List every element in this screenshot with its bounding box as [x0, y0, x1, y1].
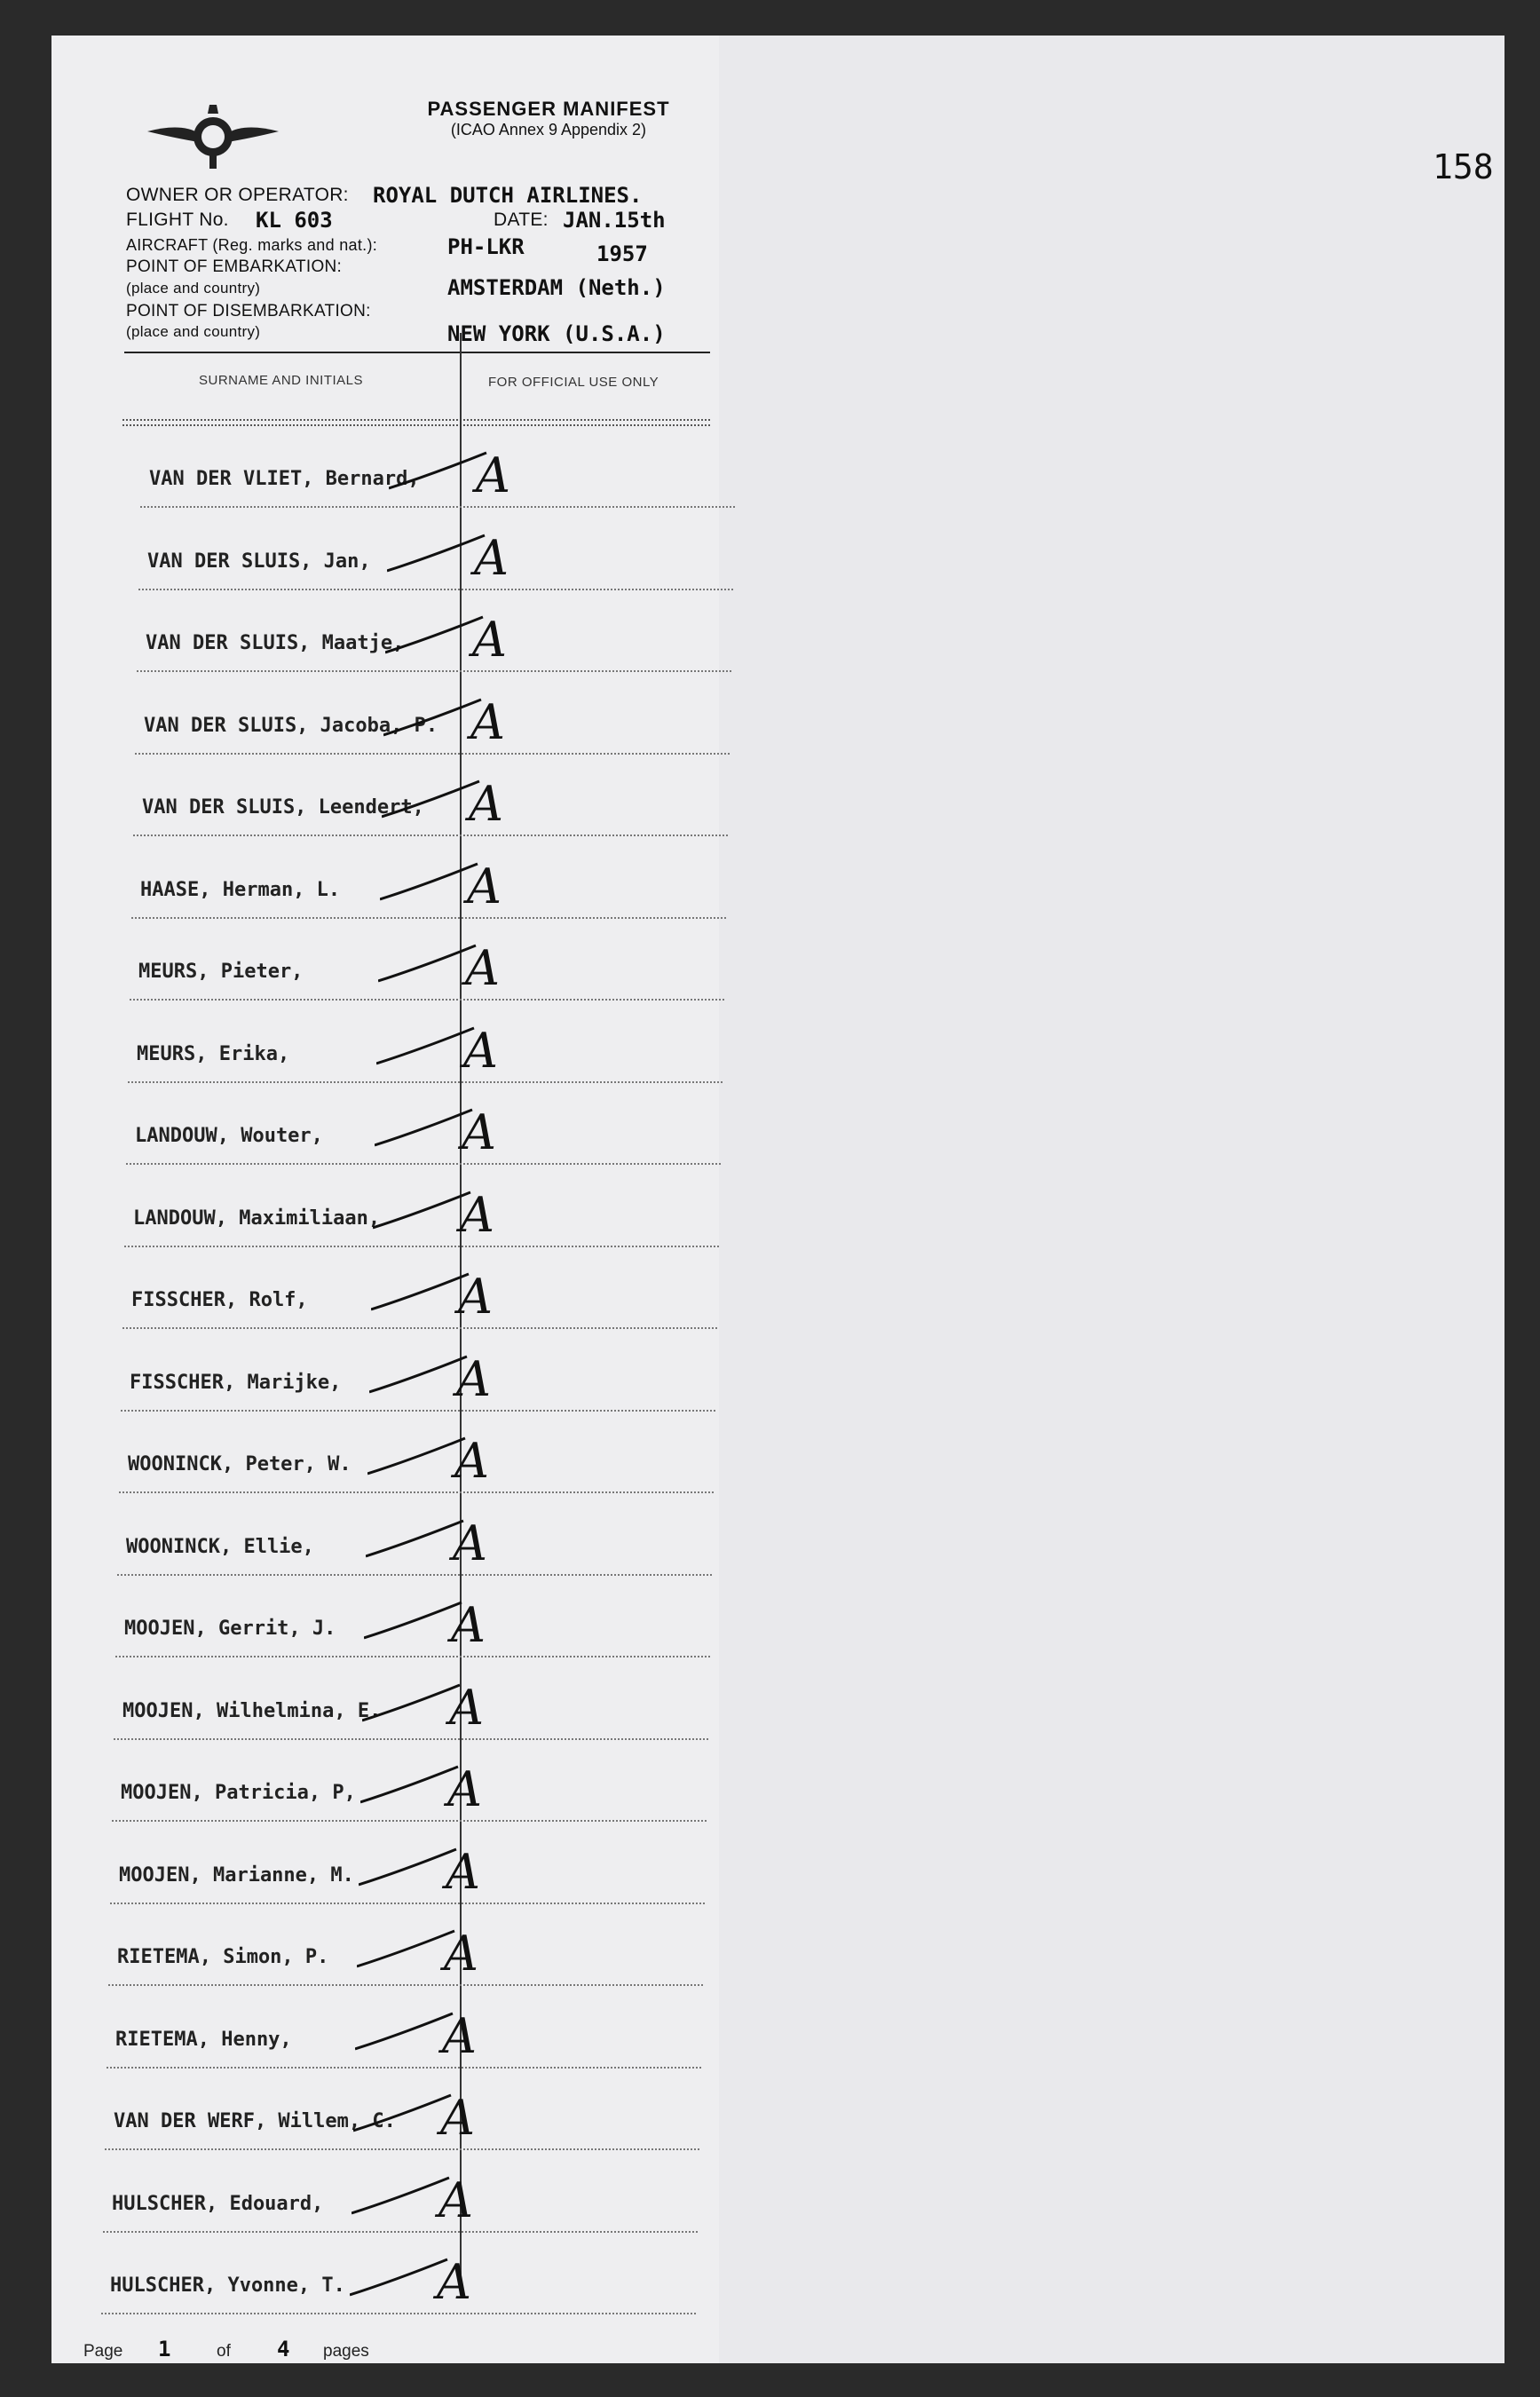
manifest-sheet [51, 36, 1504, 2363]
table-row [122, 426, 735, 508]
official-mark-letter: A [438, 2172, 473, 2228]
table-row [110, 1001, 723, 1083]
official-mark-icon [360, 1747, 538, 1818]
flight-label: FLIGHT No. [126, 210, 229, 230]
table-row [108, 1083, 721, 1165]
passenger-name: FISSCHER, Marijke, [130, 1371, 342, 1394]
official-mark-icon [373, 1173, 550, 1244]
official-mark-icon [366, 1501, 543, 1572]
table-row [117, 673, 730, 755]
official-mark-icon [364, 1583, 541, 1654]
passenger-name: MOOJEN, Patricia, P, [121, 1782, 356, 1804]
passenger-name: WOONINCK, Ellie, [126, 1535, 314, 1558]
passenger-name: HULSCHER, Yvonne, T. [110, 2274, 345, 2297]
table-row [101, 1412, 714, 1493]
passenger-name: HULSCHER, Edouard, [112, 2192, 324, 2215]
table-row [121, 509, 733, 590]
date-value: JAN.15th [563, 208, 666, 233]
official-mark-letter: A [463, 1022, 498, 1079]
official-mark-icon [383, 680, 561, 751]
manifest-subtitle: (ICAO Annex 9 Appendix 2) [450, 121, 647, 138]
passenger-name: FISSCHER, Rolf, [131, 1289, 308, 1311]
official-mark-letter: A [476, 447, 510, 503]
official-mark-letter: A [472, 612, 507, 668]
table-row [92, 1823, 705, 1904]
table-row [87, 2069, 699, 2150]
official-mark-icon [350, 2240, 527, 2311]
official-mark-icon [387, 516, 565, 587]
official-mark-icon [375, 1090, 552, 1161]
owner-value: ROYAL DUTCH AIRLINES. [373, 183, 643, 208]
official-mark-icon [367, 1419, 545, 1490]
official-mark-letter: A [454, 1433, 489, 1489]
table-row [119, 590, 731, 672]
official-mark-letter: A [462, 1104, 496, 1160]
passenger-name: VAN DER WERF, Willem, C. [114, 2110, 396, 2132]
table-top-rule [122, 419, 710, 421]
official-mark-icon [382, 762, 559, 833]
flight-value: KL 603 [256, 208, 333, 233]
official-mark-letter: A [440, 2090, 475, 2146]
table-row [85, 2151, 698, 2233]
date-label: DATE: [494, 210, 549, 230]
official-mark-letter: A [437, 2254, 471, 2310]
airline-logo-icon [146, 96, 280, 179]
stamp-number: 158 [1433, 147, 1494, 186]
official-mark-letter: A [451, 1597, 486, 1653]
official-mark-letter: A [460, 1186, 494, 1243]
passenger-name: MOOJEN, Wilhelmina, E. [122, 1699, 382, 1722]
passenger-name: LANDOUW, Wouter, [135, 1125, 323, 1147]
table-row [89, 1987, 701, 2069]
table-row [96, 1658, 708, 1740]
table-row [114, 837, 726, 919]
official-mark-icon [385, 597, 563, 668]
aircraft-label: AIRCRAFT (Reg. marks and nat.): [126, 236, 378, 254]
official-mark-icon [380, 844, 557, 915]
official-mark-letter: A [456, 1350, 491, 1407]
table-row [107, 1166, 719, 1247]
official-mark-icon [371, 1254, 549, 1325]
official-mark-letter: A [447, 1761, 482, 1817]
disembark-value: NEW YORK (U.S.A.) [447, 321, 666, 346]
official-mark-icon [355, 1994, 533, 2065]
official-mark-letter: A [465, 940, 500, 996]
passenger-name: VAN DER VLIET, Bernard, [149, 468, 420, 490]
official-mark-letter: A [458, 1269, 493, 1325]
passenger-name: VAN DER SLUIS, Jacoba, P. [144, 714, 438, 737]
official-mark-letter: A [449, 1679, 484, 1736]
official-mark-icon [359, 1830, 536, 1901]
passenger-name: VAN DER SLUIS, Leendert, [142, 796, 424, 819]
official-mark-letter: A [467, 858, 501, 914]
table-row [99, 1494, 712, 1576]
official-mark-icon [369, 1337, 547, 1408]
passenger-name: MEURS, Pieter, [138, 961, 304, 983]
passenger-name: VAN DER SLUIS, Maatje, [146, 632, 405, 654]
manifest-form [51, 36, 719, 2363]
official-mark-letter: A [469, 776, 503, 832]
owner-label: OWNER OR OPERATOR: [126, 185, 349, 205]
table-row [115, 755, 728, 836]
passenger-name: HAASE, Herman, L. [140, 878, 341, 901]
table-row [112, 919, 724, 1001]
year-value: 1957 [596, 241, 648, 266]
official-mark-icon [378, 926, 556, 997]
col-header-surname: SURNAME AND INITIALS [199, 373, 364, 388]
embark-sub-label: (place and country) [126, 280, 261, 297]
header-divider [124, 352, 710, 353]
footer-page-label: Page [83, 2342, 123, 2361]
table-row [91, 1904, 703, 1986]
official-mark-icon [351, 2158, 529, 2229]
official-mark-icon [357, 1911, 534, 1982]
passenger-name: RIETEMA, Henny, [115, 2028, 292, 2051]
manifest-title: PASSENGER MANIFEST [427, 98, 670, 120]
passenger-name: WOONINCK, Peter, W. [128, 1453, 351, 1475]
footer-of-label: of [217, 2342, 231, 2361]
official-mark-icon [353, 2076, 531, 2147]
passenger-name: LANDOUW, Maximiliaan, [133, 1206, 381, 1230]
official-mark-letter: A [453, 1515, 487, 1571]
official-mark-letter: A [446, 1843, 480, 1900]
official-mark-letter: A [444, 1926, 478, 1982]
passenger-name: RIETEMA, Simon, P. [117, 1946, 329, 1968]
col-header-official: FOR OFFICIAL USE ONLY [488, 375, 659, 390]
official-mark-icon [389, 433, 566, 504]
official-mark-letter: A [474, 529, 509, 586]
table-row [105, 1247, 717, 1329]
table-row [83, 2233, 696, 2314]
passenger-name: MEURS, Erika, [137, 1042, 290, 1065]
disembark-label: POINT OF DISEMBARKATION: [126, 302, 371, 320]
passenger-name: MOOJEN, Marianne, M. [119, 1863, 354, 1887]
embark-label: POINT OF EMBARKATION: [126, 257, 343, 276]
row-rule [101, 2313, 696, 2314]
table-row [94, 1740, 707, 1822]
table-row [98, 1576, 710, 1657]
official-mark-icon [376, 1009, 554, 1080]
official-mark-letter: A [470, 693, 505, 750]
table-row [103, 1330, 715, 1412]
official-mark-letter: A [442, 2007, 477, 2064]
official-mark-icon [362, 1665, 540, 1736]
passenger-name: MOOJEN, Gerrit, J. [124, 1618, 336, 1640]
aircraft-value: PH-LKR [447, 234, 525, 259]
footer-total-pages: 4 [277, 2337, 290, 2361]
passenger-name: VAN DER SLUIS, Jan, [147, 550, 371, 573]
footer-page-number: 1 [158, 2337, 171, 2361]
disembark-sub-label: (place and country) [126, 323, 261, 340]
embark-value: AMSTERDAM (Neth.) [447, 275, 666, 300]
footer-pages-label: pages [323, 2342, 369, 2361]
